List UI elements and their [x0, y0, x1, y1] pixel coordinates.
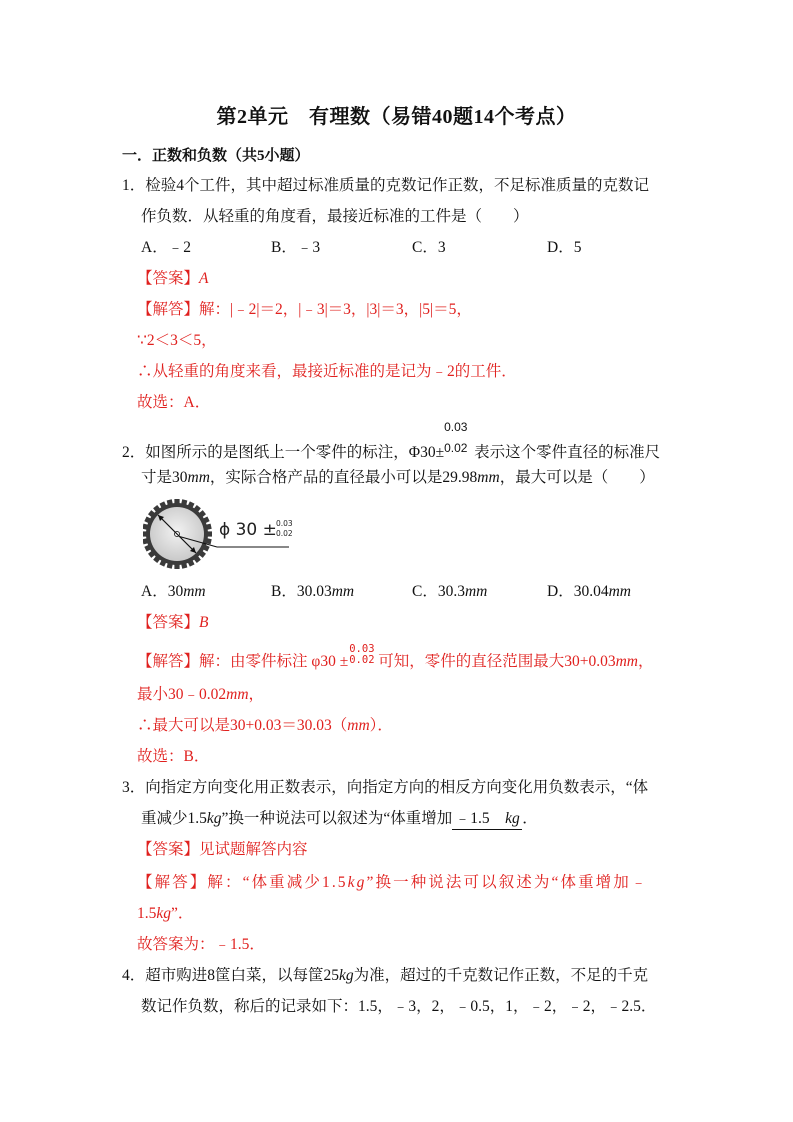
q2-option-d [547, 582, 631, 602]
q4-stem-text: 为准，超过的千克数记作正数，不足的千克 [353, 967, 649, 984]
option-text: C．30.3 [412, 583, 465, 600]
page-title: 第2单元 有理数（易错40题14个考点） [216, 106, 577, 128]
q3-solution-line1 [137, 873, 648, 893]
gear-icon [143, 499, 293, 571]
solution-text: ”． [171, 905, 194, 922]
unit-mm: mm [226, 686, 249, 703]
q3-stem-line2 [141, 809, 538, 830]
solution-tolerance-fraction [348, 643, 378, 666]
q1-option-b: B．﹣3 [271, 239, 321, 256]
unit-mm: mm [464, 583, 488, 600]
unit-kg: kg [347, 874, 367, 891]
answer-label: 【答案】 [137, 614, 200, 631]
tolerance-fraction [444, 420, 474, 457]
q4-stem-line2: 数记作负数，称后的记录如下：1.5，﹣3，2，﹣0.5，1，﹣2，﹣2，﹣2.5． [141, 998, 657, 1015]
q3-choice: 故答案为：﹣1.5． [137, 936, 265, 953]
q1-option-d: D．5 [547, 239, 582, 256]
q1-answer [137, 269, 208, 289]
answer-value: 见试题解答内容 [199, 841, 308, 858]
q2-stem-text: 寸是30 [141, 469, 188, 486]
answer-label: 【答案】 [137, 270, 200, 287]
unit-mm: mm [187, 469, 210, 486]
answer-label: 【答案】 [137, 841, 200, 858]
q2-stem-text: ，最大可以是（ ） [499, 469, 655, 486]
fill-blank [452, 809, 522, 830]
q1-choice: 故选：A． [137, 394, 211, 411]
q2-stem-line2 [141, 468, 655, 488]
q3-stem-line1: 3．向指定方向变化用正数表示，向指定方向的相反方向变化用负数表示，“体 [122, 779, 649, 796]
solution-text: 可知，零件的直径范围最大30+0.03 [378, 653, 616, 670]
solution-text: ”换一种说法可以叙述为“体重增加﹣ [366, 874, 649, 891]
unit-mm: mm [615, 653, 638, 670]
unit-kg: kg [505, 810, 520, 827]
solution-text: 解：|﹣2|＝2，|﹣3|＝3，|3|＝3，|5|＝5， [199, 301, 472, 318]
figure-tolerance-lower: 0.02 [276, 529, 293, 538]
q2-stem-line1 [122, 420, 661, 463]
solution-text: 1.5 [137, 905, 157, 922]
q2-stem-text: 2．如图所示的是图纸上一个零件的标注，Φ30± [122, 444, 445, 461]
q1-stem-line2: 作负数．从轻重的角度看，最接近标准的工件是（ ） [141, 208, 529, 225]
solution-text: ， [248, 686, 265, 703]
solution-text: ）． [369, 717, 393, 734]
q1-option-a: A．﹣2 [141, 239, 191, 256]
q2-solution-line3 [137, 716, 393, 736]
answer-value: B [199, 614, 209, 631]
solution-label: 【解答】 [137, 653, 200, 670]
figure-label: ϕ 30 ± [219, 520, 277, 540]
q2-option-c [412, 582, 487, 602]
q2-solution-line2 [137, 685, 264, 705]
option-text: B．30.03 [271, 583, 332, 600]
tolerance-lower: 0.02 [444, 441, 468, 455]
q3-solution-line2 [137, 904, 193, 924]
solution-text: 解：“体重减少1.5 [207, 874, 348, 891]
q1-solution-line1 [137, 300, 472, 320]
unit-kg: kg [206, 810, 222, 827]
unit-mm: mm [331, 583, 355, 600]
q3-answer [137, 840, 308, 860]
tolerance-upper: 0.03 [444, 420, 468, 434]
answer-value: A [199, 270, 209, 287]
solution-text: ∴最大可以是30+0.03＝30.03（ [137, 717, 348, 734]
figure-tolerance-upper: 0.03 [276, 519, 293, 528]
section-heading: 一．正数和负数（共5小题） [122, 148, 310, 164]
q4-stem-text: 4．超市购进8筐白菜，以每筐25 [122, 967, 340, 984]
q2-answer [137, 613, 208, 633]
blank-answer: ﹣1.5 [454, 810, 490, 827]
unit-mm: mm [608, 583, 631, 600]
solution-text: 解：由零件标注 φ30 ± [199, 653, 349, 670]
q1-option-c: C．3 [412, 239, 446, 256]
q1-solution-line3: ∴从轻重的角度来看，最接近标准的是记为﹣2的工件． [137, 363, 517, 380]
q3-stem-text: ． [522, 810, 538, 827]
tolerance-upper: 0.03 [349, 643, 375, 655]
q3-stem-text: ”换一种说法可以叙述为“体重增加 [221, 810, 453, 827]
q2-stem-text: ，实际合格产品的直径最小可以是29.98 [209, 469, 478, 486]
gear-figure [143, 499, 293, 571]
q2-choice: 故选：B． [137, 748, 210, 765]
solution-label: 【解答】 [137, 301, 200, 318]
unit-mm: mm [183, 583, 206, 600]
q2-option-b [271, 582, 354, 602]
q2-stem-text-cont: 表示这个零件直径的标准尺 [474, 444, 661, 461]
unit-kg: kg [156, 905, 172, 922]
q4-stem-line1 [122, 966, 648, 986]
option-text: D．30.04 [547, 583, 609, 600]
q2-solution-line1 [137, 643, 654, 672]
solution-text: 最小30﹣0.02 [137, 686, 227, 703]
q1-stem-line1: 1．检验4个工件，其中超过标准质量的克数记作正数，不足标准质量的克数记 [122, 177, 650, 194]
unit-mm: mm [347, 717, 370, 734]
q1-solution-line2: ∵2＜3＜5， [137, 332, 217, 349]
option-text: A．30 [141, 583, 184, 600]
unit-mm: mm [477, 469, 500, 486]
unit-kg: kg [339, 967, 354, 984]
q3-stem-text: 重减少1.5 [141, 810, 207, 827]
solution-label: 【解答】 [137, 874, 208, 891]
tolerance-lower: 0.02 [349, 654, 375, 666]
q2-option-a [141, 582, 206, 602]
solution-text: ， [638, 653, 654, 670]
